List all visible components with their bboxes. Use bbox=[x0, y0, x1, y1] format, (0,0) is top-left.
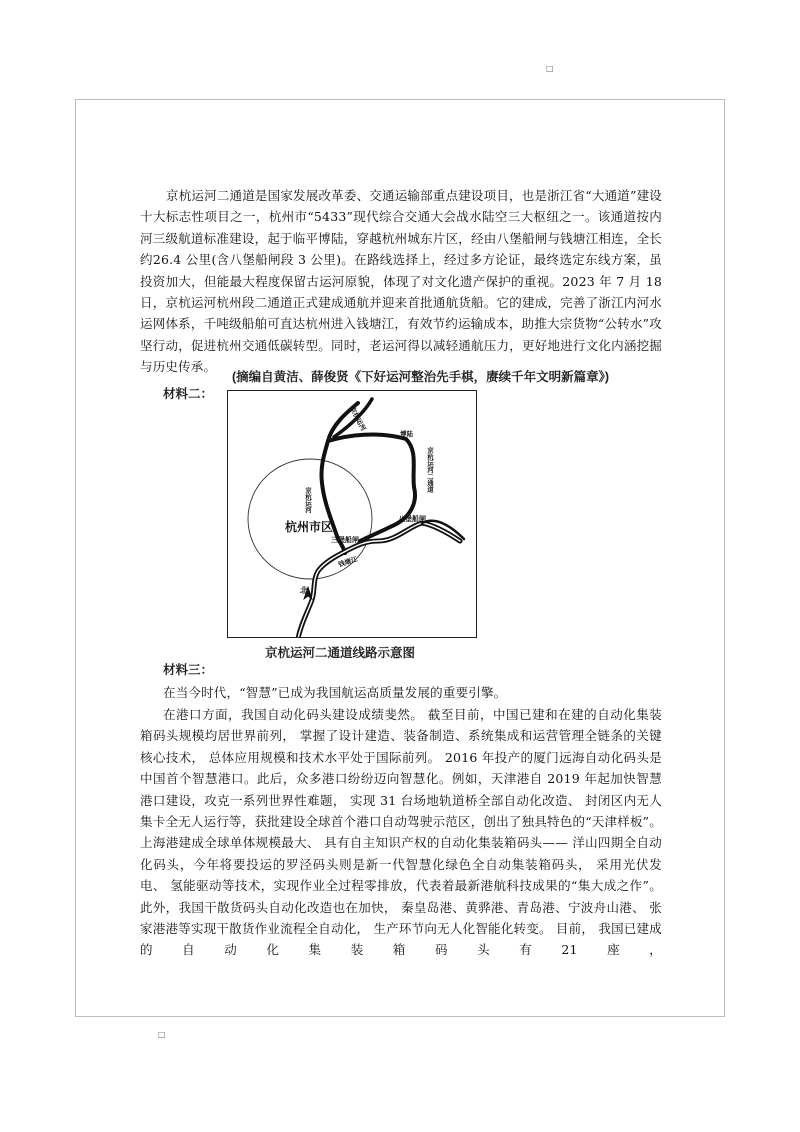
material1-paragraph: 京杭运河二通道是国家发展改革委、交通运输部重点建设项目，也是浙江省“大通道”建设十大标志性项目之一，杭州市“5433”现代综合交通大会战水陆空三大枢纽之一。该通道按内河三级航道标准建设，起于临平博陆，穿越杭州城东片区，经由八堡船闸与钱塘江相连，全长约26.4 公里(含八堡船闸段 3 公里)。在路线选择上，经过多方论证，最终选定东线方案，虽投资加大，但能最大程度保留古运河原貌，体现了对文化遗产保护的重视。2023 年 7 月 18 日，京杭运河杭州段二通道正式建成通航并迎来首批通航货船。它的建成，完善了浙江内河水运网体系，千吨级船舶可直达杭州进入钱塘江，有效节约运输成本，助推大宗货物“公转水”攻坚行动，促进杭州交通低碳转型。同时，老运河得以减轻通航压力，更好地进行文化内涵挖掘与历史传承。 bbox=[140, 188, 662, 375]
map-label-bolu: 博陆 bbox=[400, 431, 413, 438]
map-label-babao-lock: 八堡船闸 bbox=[398, 516, 426, 523]
map-caption: 京杭运河二通道线路示意图 bbox=[265, 646, 416, 660]
material3-intro: 在当今时代，“智慧”已成为我国航运高质量发展的重要引擎。 bbox=[163, 685, 507, 700]
map-label-qiantang-river: 钱塘江 bbox=[337, 556, 359, 569]
material2-heading: 材料二： bbox=[163, 387, 214, 401]
map-label-old-canal-north: 京杭运河 bbox=[348, 405, 367, 433]
map-label-second-channel: 京杭运河二通道 bbox=[426, 447, 433, 493]
map-label-old-canal: 京杭运河 bbox=[304, 487, 311, 513]
qiantang-river-line bbox=[298, 523, 460, 638]
map-label-sanbao-lock: 三堡船闸 bbox=[331, 537, 359, 544]
map-drawing bbox=[228, 391, 477, 638]
map-label-north: 北 bbox=[300, 586, 308, 595]
material3-heading: 材料三： bbox=[163, 663, 214, 677]
map-label-city: 杭州市区 bbox=[285, 520, 334, 534]
canal-route-map bbox=[227, 390, 477, 638]
page-mark-bottom: □ bbox=[158, 1030, 166, 1039]
page-mark-top: □ bbox=[546, 64, 554, 73]
material3-paragraph: 在港口方面，我国自动化码头建设成绩斐然。 截至目前，中国已建和在建的自动化集装箱码头规模均居世界前列， 掌握了设计建造、装备制造、系统集成和运营管理全链条的关键核心技术， 总体应用规模和技术水平处于国际前列。 2016 年投产的厦门远海自动化码头是中国首个智慧港口。此后，众多港口纷纷迈向智慧化。例如，天津港自 2019 年起加快智慧港口建设，攻克一系列世界性难题， 实现 31 台场地轨道桥全部自动化改造、 封闭区内无人集卡全无人运行等，获批建设全球首个港口自动驾驶示范区，创出了独具特色的“天津样板”。上海港建成全球单体规模最大、 具有自主知识产权的自动化集装箱码头—— 洋山四期全自动化码头，今年将要投运的罗泾码头则是新一代智慧化绿色全自动集装箱码头， 采用光伏发电、 氢能驱动等技术，实现作业全过程零排放，代表着最新港航科技成果的“集大成之作”。此外，我国干散货码头自动化改造也在加快， 秦皇岛港、黄骅港、青岛港、宁波舟山港、 张家港港等实现干散货作业流程全自动化， 生产环节向无人化智能化转变。 目前， 我国已建成的自动化集装箱码头有21座， bbox=[140, 707, 662, 958]
material1-source: (摘编自黄洁、薛俊贤《下好运河整治先手棋，赓续千年文明新篇章》) bbox=[232, 370, 610, 384]
